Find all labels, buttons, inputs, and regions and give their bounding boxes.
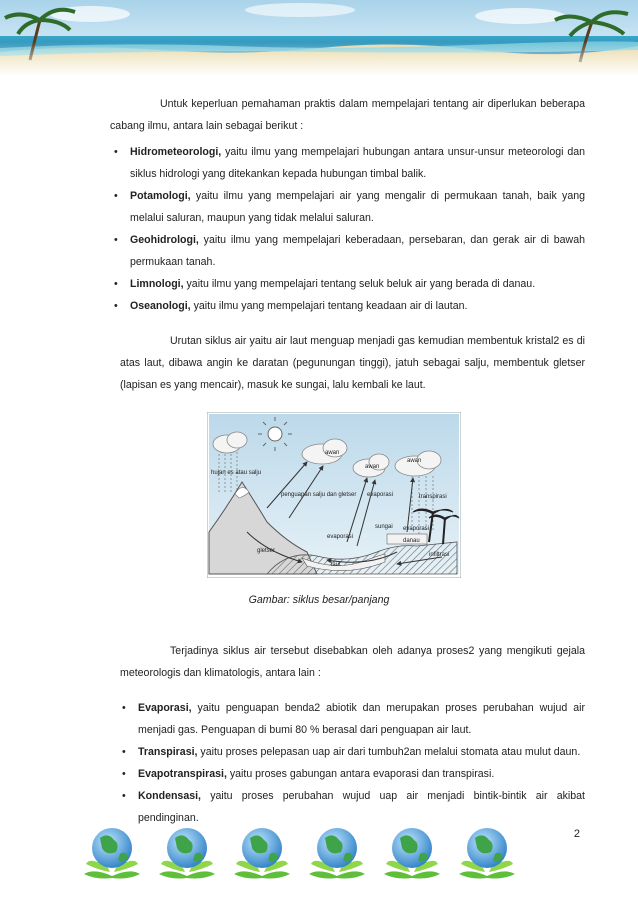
bullet-icon: • xyxy=(122,768,126,780)
footer-decoration xyxy=(72,818,572,888)
label-transpirasi: transpirasi xyxy=(419,494,447,500)
term-description: yaitu ilmu yang mempelajari keberadaan, persebaran, dan gerak air di bawah permukaan tanah. xyxy=(130,234,585,268)
processes-list xyxy=(122,697,585,829)
bullet-icon: • xyxy=(114,146,118,158)
term-description: yaitu penguapan benda2 abiotik dan merupakan proses perubahan wujud air menjadi gas. Penguapan di bumi 80 % berasal dari penguapan air laut. xyxy=(138,702,585,736)
term-label: Geohidrologi, xyxy=(130,234,199,246)
bullet-icon: • xyxy=(122,746,126,758)
label-penguapan: penguapan salju dan gletser xyxy=(281,492,357,498)
intro-paragraph: Untuk keperluan pemahaman praktis dalam mempelajari tentang air diperlukan beberapa cabang ilmu, antara lain sebagai berikut : xyxy=(110,98,585,132)
list-item xyxy=(122,741,585,763)
list-item xyxy=(114,273,585,295)
label-gletser: gletser xyxy=(257,548,276,554)
page-number: 2 xyxy=(573,828,580,840)
label-awan-2: awan xyxy=(365,464,380,470)
globe-icon xyxy=(84,828,140,879)
term-description: yaitu ilmu yang mempelajari hubungan antara unsur-unsur meteorologi dan siklus hidrologi yang ditekankan kepada hubungan timbal balik. xyxy=(130,146,585,180)
globe-icon xyxy=(384,828,440,879)
list-item xyxy=(114,141,585,185)
bullet-icon: • xyxy=(114,190,118,202)
label-awan-1: awan xyxy=(325,450,340,456)
term-label: Kondensasi, xyxy=(138,790,201,802)
list-item xyxy=(122,697,585,741)
term-label: Evaporasi, xyxy=(138,702,192,714)
term-label: Oseanologi, xyxy=(130,300,191,312)
term-description: yaitu proses perubahan wujud uap air menjadi bintik-bintik air akibat pendinginan. xyxy=(138,790,585,824)
bullet-icon: • xyxy=(122,702,126,714)
bullet-icon: • xyxy=(114,300,118,312)
term-description: yaitu ilmu yang mempelajari tentang seluk beluk air yang berada di danau. xyxy=(183,278,536,290)
list-item xyxy=(114,185,585,229)
globe-icon xyxy=(309,828,365,879)
cycle-paragraph: Urutan siklus air yaitu air laut menguap menjadi gas kemudian membentuk kristal2 es di atas laut, dibawa angin ke daratan (pegunungan tinggi), jatuh sebagai salju, membentuk gletser (lapisan es yang mencair), masuk ke sungai, lalu kembali ke laut. xyxy=(120,335,585,391)
list-item xyxy=(114,295,585,317)
label-evaporasi-3: evaporasi xyxy=(327,534,354,540)
term-label: Evapotranspirasi, xyxy=(138,768,227,780)
list-item xyxy=(114,229,585,273)
globe-icon xyxy=(459,828,515,879)
term-description: yaitu ilmu yang mempelajari tentang keadaan air di lautan. xyxy=(190,300,468,312)
globe-icon xyxy=(234,828,290,879)
figure-caption: Gambar: siklus besar/panjang xyxy=(248,594,390,606)
label-hujan: hujan es atau salju xyxy=(211,470,262,476)
term-description: yaitu ilmu yang mempelajari air yang mengalir di permukaan tanah, baik yang melalui saluran, maupun yang tidak melalui saluran. xyxy=(130,190,585,224)
term-label: Transpirasi, xyxy=(138,746,198,758)
branches-list xyxy=(114,141,585,317)
label-evaporasi-2: evaporasi xyxy=(403,526,430,532)
list-item xyxy=(122,763,585,785)
label-sungai: sungai xyxy=(375,524,393,530)
term-description: yaitu proses gabungan antara evaporasi dan transpirasi. xyxy=(226,768,495,780)
term-description: yaitu proses pelepasan uap air dari tumbuh2an melalui stomata atau mulut daun. xyxy=(197,746,581,758)
term-label: Hidrometeorologi, xyxy=(130,146,222,158)
label-awan-3: awan xyxy=(407,458,422,464)
bullet-icon: • xyxy=(122,790,126,802)
term-label: Potamologi, xyxy=(130,190,191,202)
process-intro-paragraph: Terjadinya siklus air tersebut disebabkan oleh adanya proses2 yang mengikuti gejala meteorologis dan klimatologis, antara lain : xyxy=(120,645,585,679)
bullet-icon: • xyxy=(114,234,118,246)
label-danau: danau xyxy=(403,538,420,544)
water-cycle-figure xyxy=(207,412,461,578)
label-laut: laut xyxy=(331,562,341,568)
bullet-icon: • xyxy=(114,278,118,290)
globe-icon xyxy=(159,828,215,879)
label-evaporasi-1: evaporasi xyxy=(367,492,394,498)
term-label: Limnologi, xyxy=(130,278,184,290)
label-infiltrasi: infiltrasi xyxy=(429,552,450,558)
